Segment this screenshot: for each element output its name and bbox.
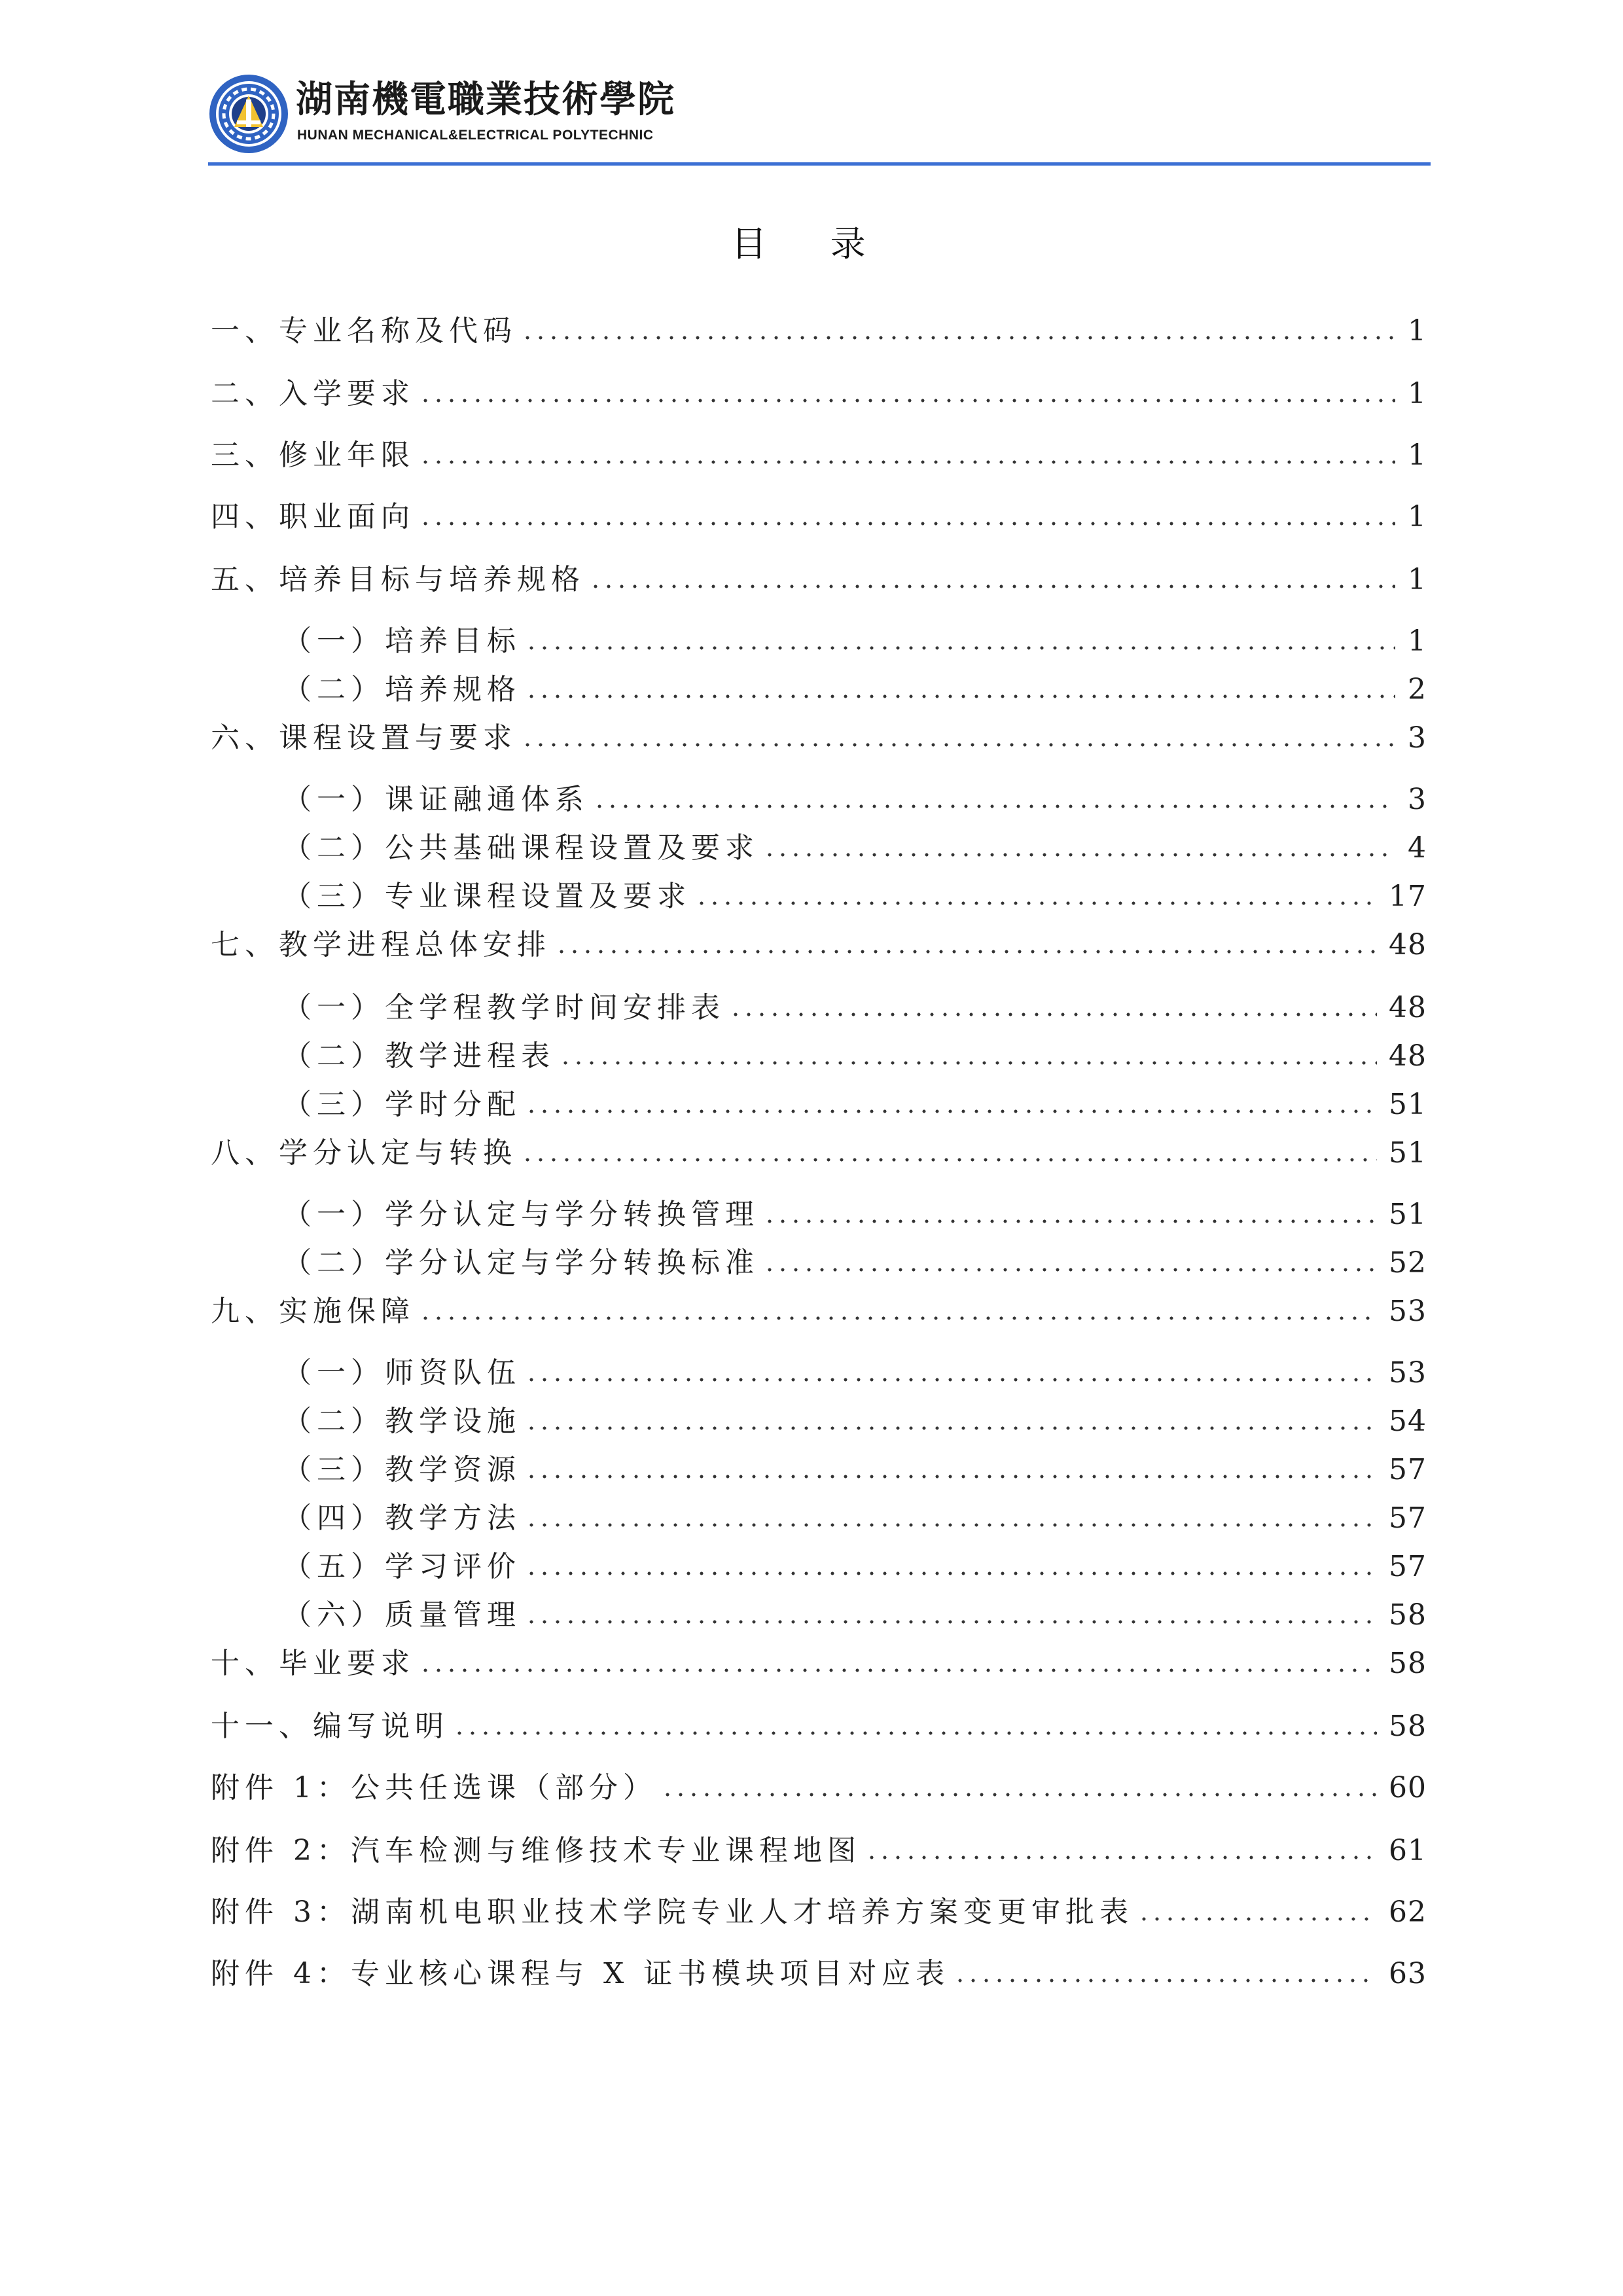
toc-page-number: 57	[1389, 1501, 1427, 1535]
toc-dot-leader	[763, 1266, 1377, 1274]
table-of-contents	[211, 0, 1427, 2296]
toc-page-number: 58	[1389, 1598, 1427, 1632]
toc-dot-leader	[419, 458, 1395, 466]
toc-dot-leader	[865, 1854, 1377, 1861]
toc-entry-label: 一、专业名称及代码	[211, 314, 517, 348]
toc-page-number: 61	[1389, 1834, 1427, 1867]
toc-page-number: 63	[1389, 1957, 1427, 1990]
toc-section-entry[interactable]	[211, 1888, 1427, 1927]
toc-subsection-entry[interactable]	[283, 1190, 1427, 1229]
toc-entry-label: 十、毕业要求	[211, 1647, 415, 1680]
toc-dot-leader	[525, 1521, 1377, 1529]
toc-section-entry[interactable]	[211, 1128, 1427, 1168]
toc-dot-leader	[525, 1424, 1377, 1432]
toc-dot-leader	[1137, 1915, 1377, 1923]
toc-dot-leader	[521, 1156, 1377, 1164]
toc-entry-label: 十一、编写说明	[211, 1710, 449, 1743]
toc-entry-label: （五）学习评价	[283, 1550, 521, 1583]
toc-page-number: 62	[1389, 1895, 1427, 1929]
toc-section-entry[interactable]	[211, 713, 1427, 753]
toc-title: 目 录	[731, 223, 892, 264]
toc-subsection-entry[interactable]	[283, 1397, 1427, 1436]
toc-entry-label: （二）公共基础课程设置及要求	[283, 831, 759, 865]
toc-section-entry[interactable]	[211, 1949, 1427, 1988]
toc-section-entry[interactable]	[211, 1702, 1427, 1741]
toc-page-number: 53	[1389, 1356, 1427, 1390]
toc-entry-label: （二）培养规格	[283, 673, 521, 706]
toc-entry-label: （一）师资队伍	[283, 1356, 521, 1390]
toc-subsection-entry[interactable]	[283, 1542, 1427, 1581]
toc-dot-leader	[555, 948, 1377, 956]
toc-entry-label: 附件 1：公共任选课（部分）	[211, 1771, 657, 1804]
toc-subsection-entry[interactable]	[283, 983, 1427, 1022]
toc-page-number: 58	[1389, 1710, 1427, 1743]
toc-dot-leader	[525, 1107, 1377, 1115]
toc-subsection-entry[interactable]	[283, 1348, 1427, 1388]
toc-page-number: 48	[1389, 928, 1427, 961]
toc-entry-label: （三）学时分配	[283, 1088, 521, 1121]
toc-subsection-entry[interactable]	[283, 1494, 1427, 1533]
toc-section-entry[interactable]	[211, 431, 1427, 470]
toc-dot-leader	[593, 802, 1395, 810]
toc-page-number: 2	[1408, 673, 1427, 706]
toc-section-entry[interactable]	[211, 555, 1427, 594]
toc-entry-label: （二）教学进程表	[283, 1039, 555, 1073]
toc-dot-leader	[453, 1729, 1377, 1737]
toc-section-entry[interactable]	[211, 492, 1427, 531]
toc-section-entry[interactable]	[211, 1826, 1427, 1865]
school-name-chinese: 湖南機電職業技術學院	[296, 78, 675, 121]
school-name-english: HUNAN MECHANICAL&ELECTRICAL POLYTECHNIC	[297, 128, 654, 143]
toc-page-number: 4	[1408, 831, 1427, 865]
toc-page-number: 3	[1408, 721, 1427, 755]
toc-page-number: 1	[1408, 624, 1427, 658]
toc-dot-leader	[419, 1314, 1377, 1322]
toc-dot-leader	[419, 397, 1395, 404]
toc-entry-label: （三）专业课程设置及要求	[283, 880, 691, 913]
toc-section-entry[interactable]	[211, 1763, 1427, 1803]
toc-subsection-entry[interactable]	[283, 617, 1427, 656]
toc-subsection-entry[interactable]	[283, 665, 1427, 704]
toc-entry-label: （一）课证融通体系	[283, 783, 589, 816]
toc-page-number: 57	[1389, 1550, 1427, 1583]
toc-page-number: 17	[1389, 880, 1427, 913]
toc-subsection-entry[interactable]	[283, 1590, 1427, 1630]
toc-entry-label: （二）学分认定与学分转换标准	[283, 1246, 759, 1280]
toc-page-number: 51	[1389, 1198, 1427, 1231]
toc-subsection-entry[interactable]	[283, 1238, 1427, 1278]
toc-dot-leader	[521, 334, 1395, 342]
toc-subsection-entry[interactable]	[283, 1031, 1427, 1071]
toc-dot-leader	[525, 1473, 1377, 1480]
toc-page-number: 51	[1389, 1088, 1427, 1121]
toc-entry-label: 六、课程设置与要求	[211, 721, 517, 755]
toc-entry-label: 八、学分认定与转换	[211, 1136, 517, 1170]
toc-subsection-entry[interactable]	[283, 1080, 1427, 1119]
toc-entry-label: （六）质量管理	[283, 1598, 521, 1632]
toc-page-number: 57	[1389, 1453, 1427, 1486]
toc-dot-leader	[661, 1791, 1377, 1799]
toc-dot-leader	[525, 1618, 1377, 1626]
toc-section-entry[interactable]	[211, 1287, 1427, 1326]
toc-dot-leader	[525, 1570, 1377, 1577]
toc-page-number: 1	[1408, 377, 1427, 410]
toc-subsection-entry[interactable]	[283, 1445, 1427, 1484]
toc-page-number: 48	[1389, 991, 1427, 1024]
toc-page-number: 58	[1389, 1647, 1427, 1680]
toc-entry-label: 七、教学进程总体安排	[211, 928, 551, 961]
toc-dot-leader	[419, 1666, 1377, 1674]
toc-dot-leader	[419, 520, 1395, 528]
toc-dot-leader	[954, 1977, 1377, 1984]
toc-dot-leader	[763, 1217, 1377, 1225]
toc-page-number: 52	[1389, 1246, 1427, 1280]
toc-section-entry[interactable]	[211, 306, 1427, 346]
toc-entry-label: 附件 2：汽车检测与维修技术专业课程地图	[211, 1834, 861, 1867]
toc-entry-label: 五、培养目标与培养规格	[211, 563, 585, 596]
toc-page-number: 1	[1408, 314, 1427, 348]
toc-entry-label: （二）教学设施	[283, 1405, 521, 1438]
toc-entry-label: （一）全学程教学时间安排表	[283, 991, 725, 1024]
toc-dot-leader	[729, 1011, 1377, 1018]
toc-section-entry[interactable]	[211, 1639, 1427, 1678]
toc-section-entry[interactable]	[211, 920, 1427, 960]
toc-dot-leader	[763, 851, 1395, 859]
toc-dot-leader	[695, 899, 1377, 907]
toc-entry-label: 附件 4：专业核心课程与 X 证书模块项目对应表	[211, 1957, 950, 1990]
toc-dot-leader	[589, 583, 1395, 590]
toc-subsection-entry[interactable]	[283, 775, 1427, 814]
toc-entry-label: （一）培养目标	[283, 624, 521, 658]
toc-dot-leader	[525, 692, 1395, 700]
toc-entry-label: 四、职业面向	[211, 500, 415, 533]
toc-entry-label: 附件 3：湖南机电职业技术学院专业人才培养方案变更审批表	[211, 1895, 1133, 1929]
toc-section-entry[interactable]	[211, 369, 1427, 408]
toc-page-number: 54	[1389, 1405, 1427, 1438]
toc-dot-leader	[525, 1376, 1377, 1384]
toc-entry-label: 三、修业年限	[211, 439, 415, 472]
toc-page-number: 1	[1408, 500, 1427, 533]
toc-subsection-entry[interactable]	[283, 823, 1427, 863]
toc-dot-leader	[525, 644, 1395, 652]
toc-entry-label: 二、入学要求	[211, 377, 415, 410]
toc-page-number: 60	[1389, 1771, 1427, 1804]
toc-page-number: 1	[1408, 563, 1427, 596]
toc-dot-leader	[559, 1059, 1377, 1067]
toc-page-number: 1	[1408, 439, 1427, 472]
toc-subsection-entry[interactable]	[283, 872, 1427, 911]
toc-entry-label: 九、实施保障	[211, 1295, 415, 1328]
toc-entry-label: （三）教学资源	[283, 1453, 521, 1486]
toc-page-number: 51	[1389, 1136, 1427, 1170]
toc-page-number: 53	[1389, 1295, 1427, 1328]
toc-page-number: 3	[1408, 783, 1427, 816]
toc-entry-label: （四）教学方法	[283, 1501, 521, 1535]
toc-dot-leader	[521, 741, 1395, 749]
toc-page-number: 48	[1389, 1039, 1427, 1073]
toc-entry-label: （一）学分认定与学分转换管理	[283, 1198, 759, 1231]
